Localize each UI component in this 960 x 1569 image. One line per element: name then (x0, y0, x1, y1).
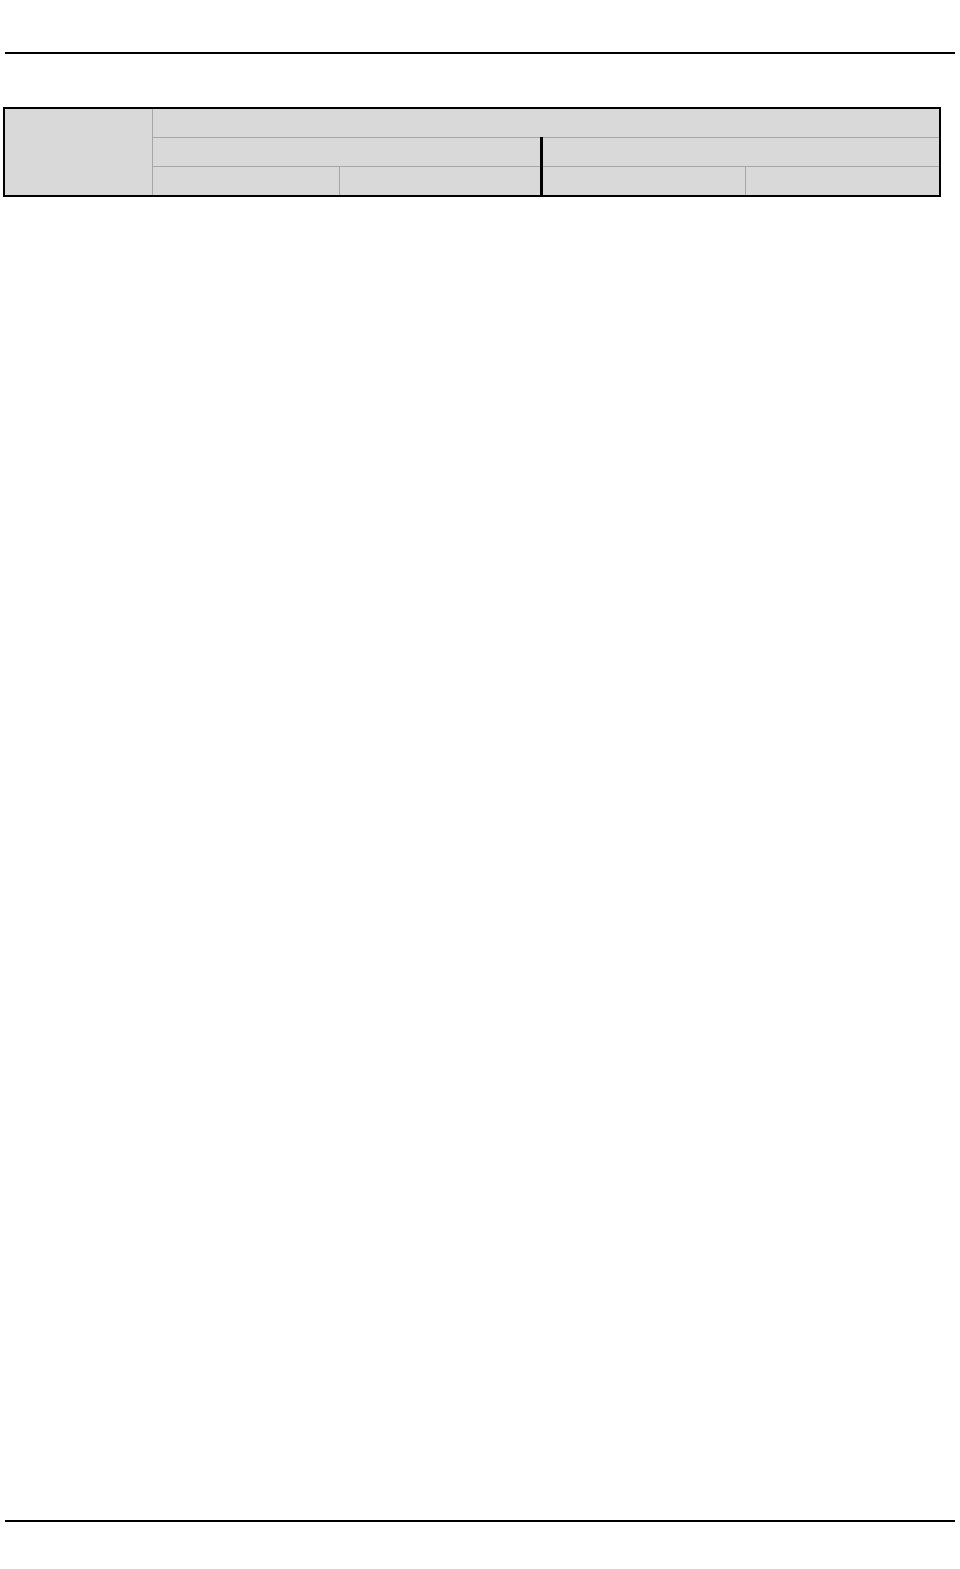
pie-chart (0, 600, 960, 1240)
header-date (339, 167, 541, 196)
header-state (152, 108, 940, 138)
header-date (152, 167, 339, 196)
page-footer (5, 1520, 955, 1569)
page-header (5, 0, 955, 54)
age-structure-table (3, 107, 941, 197)
header-age (4, 108, 152, 196)
header-women-group (541, 138, 940, 167)
header-date (541, 167, 745, 196)
header-date (745, 167, 940, 196)
header-total-group (152, 138, 541, 167)
